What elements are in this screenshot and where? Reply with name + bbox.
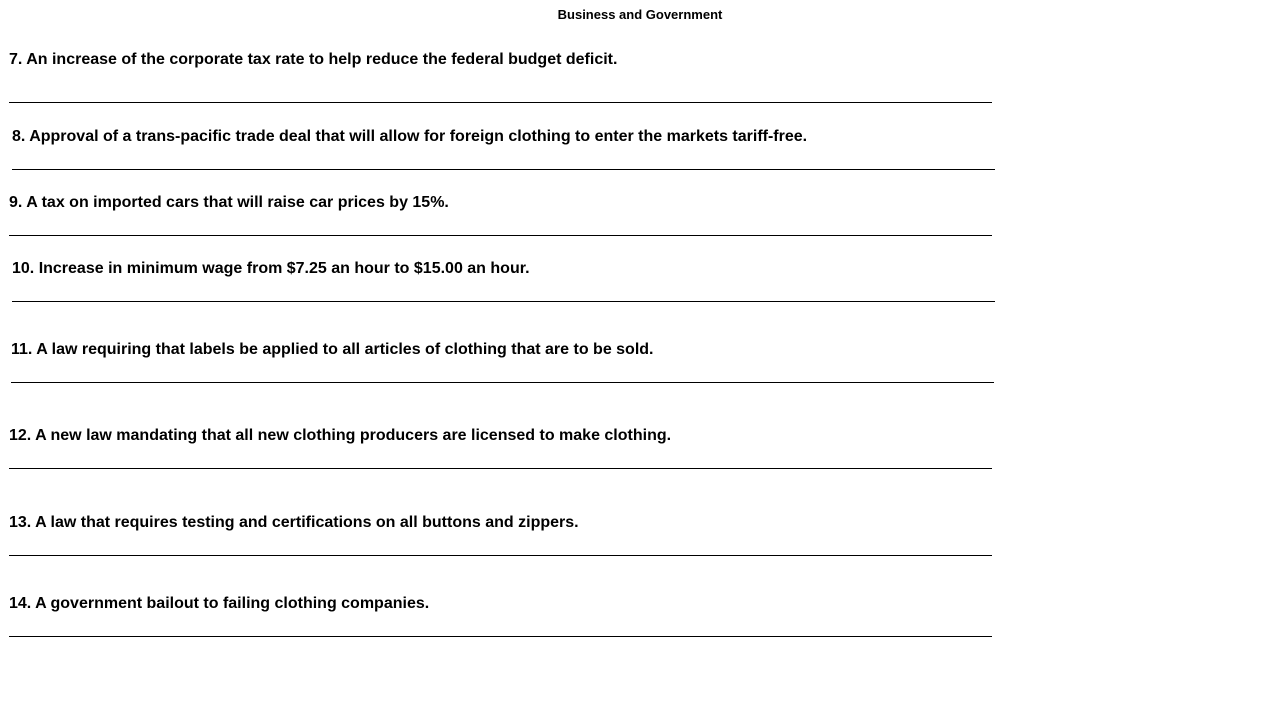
answer-line-12 (9, 468, 992, 469)
answer-line-13 (9, 555, 992, 556)
answer-line-9 (9, 235, 992, 236)
question-10: 10. Increase in minimum wage from $7.25 an hour to $15.00 an hour. (12, 260, 530, 277)
answer-line-8 (12, 169, 995, 170)
question-8: 8. Approval of a trans-pacific trade deal that will allow for foreign clothing to enter the markets tariff-free. (12, 128, 808, 145)
page-title: Business and Government (557, 7, 723, 22)
question-12: 12. A new law mandating that all new clothing producers are licensed to make clothing. (9, 427, 672, 444)
question-11: 11. A law requiring that labels be applied to all articles of clothing that are to be sold. (11, 341, 654, 358)
answer-line-11 (11, 382, 994, 383)
answer-line-7 (9, 102, 992, 103)
answer-line-14 (9, 636, 992, 637)
answer-line-10 (12, 301, 995, 302)
question-13: 13. A law that requires testing and certifications on all buttons and zippers. (9, 514, 579, 531)
question-14: 14. A government bailout to failing clothing companies. (9, 595, 430, 612)
question-9: 9. A tax on imported cars that will raise car prices by 15%. (9, 194, 449, 211)
question-7: 7. An increase of the corporate tax rate to help reduce the federal budget deficit. (9, 51, 618, 68)
